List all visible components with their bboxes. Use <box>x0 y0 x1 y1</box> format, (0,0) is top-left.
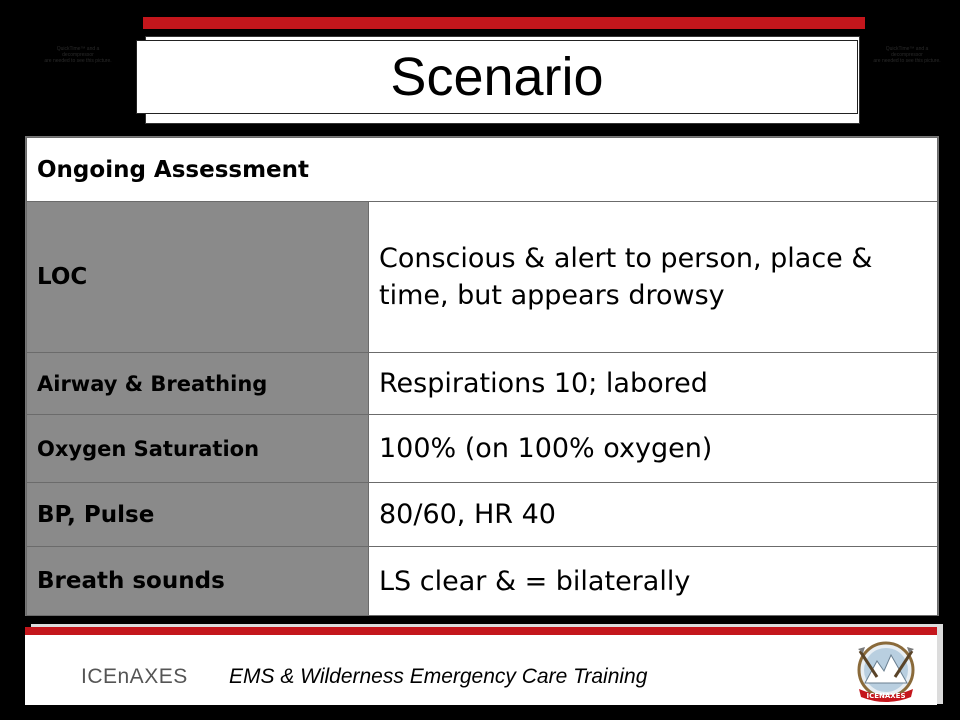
table-header: Ongoing Assessment <box>27 138 938 202</box>
table-header-row <box>27 138 938 202</box>
table-row <box>27 547 938 616</box>
row-label-bp: BP, Pulse <box>27 483 369 547</box>
row-value-oxygen: 100% (on 100% oxygen) <box>369 415 938 483</box>
row-value-airway: Respirations 10; labored <box>369 353 938 415</box>
svg-text:ICENAXES: ICENAXES <box>866 692 906 700</box>
table-row <box>27 202 938 353</box>
quicktime-placeholder-left: QuickTime™ and a decompressor are needed to see this picture. <box>44 46 112 64</box>
assessment-table <box>25 136 939 616</box>
row-label-loc: LOC <box>27 202 369 353</box>
table-row <box>27 353 938 415</box>
row-value-bp: 80/60, HR 40 <box>369 483 938 547</box>
footer-tagline: EMS & Wilderness Emergency Care Training <box>229 665 648 688</box>
row-label-oxygen: Oxygen Saturation <box>27 415 369 483</box>
table-row <box>27 415 938 483</box>
row-label-airway: Airway & Breathing <box>27 353 369 415</box>
footer-bar <box>25 627 937 705</box>
title-box <box>136 40 858 114</box>
quicktime-placeholder-right: QuickTime™ and a decompressor are needed to see this picture. <box>873 46 941 64</box>
top-accent-bar <box>143 17 865 29</box>
table-row <box>27 483 938 547</box>
icenaxes-logo-icon <box>851 637 921 707</box>
row-value-breath: LS clear & = bilaterally <box>369 547 938 616</box>
row-label-breath: Breath sounds <box>27 547 369 616</box>
footer-brand: ICEnAXES <box>81 665 188 688</box>
slide-title: Scenario <box>390 47 604 107</box>
row-value-loc: Conscious & alert to person, place & time, but appears drowsy <box>369 202 938 353</box>
